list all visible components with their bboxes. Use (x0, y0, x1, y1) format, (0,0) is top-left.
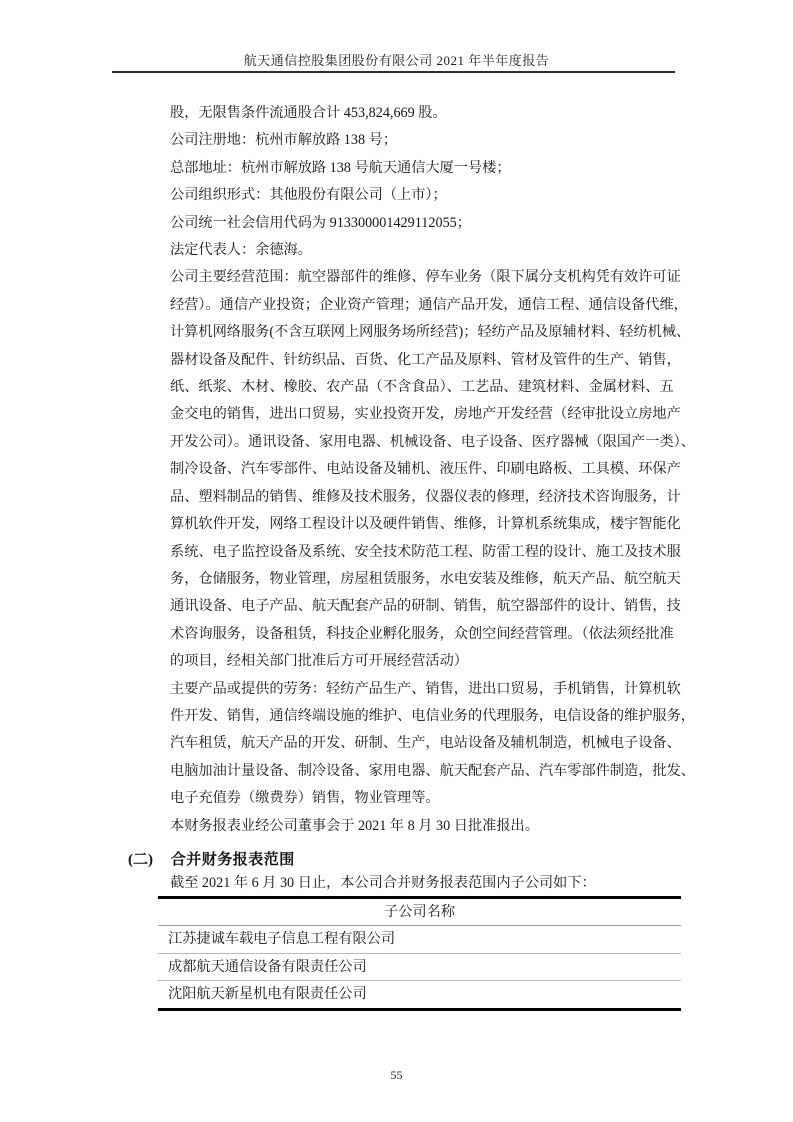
text-line: 器材设备及配件、针纺织品、百货、化工产品及原料、管材及管件的生产、销售， (170, 351, 681, 368)
table-row: 成都航天通信设备有限责任公司 (158, 954, 681, 982)
table-row: 江苏捷诚车载电子信息工程有限公司 (158, 926, 681, 954)
text-line: 金交电的销售，进出口贸易，实业投资开发，房地产开发经营（经审批设立房地产 (170, 406, 681, 423)
text-line: 品、塑料制品的销售、维修及技术服务，仪器仪表的修理，经济技术咨询服务，计 (170, 488, 681, 505)
table-intro-text: 截至 2021 年 6 月 30 日止，本公司合并财务报表范围内子公司如下： (170, 875, 596, 891)
text-line: 务，仓储服务，物业管理，房屋租赁服务，水电安装及维修，航天产品、航空航天 (170, 570, 681, 587)
subsidiaries-table (158, 896, 681, 1011)
section-title: 合并财务报表范围 (170, 852, 295, 868)
text-line: 本财务报表业经公司董事会于 2021 年 8 月 30 日批准报出。 (170, 817, 539, 834)
text-line: 公司主要经营范围：航空器部件的维修、停车业务（限下属分支机构凭有效许可证 (170, 269, 681, 286)
text-line: 总部地址：杭州市解放路 138 号航天通信大厦一号楼； (170, 159, 511, 176)
table-header-subsidiary-name: 子公司名称 (158, 899, 681, 926)
text-line: 法定代表人：余德海。 (170, 242, 312, 259)
text-line: 纸、纸浆、木材、橡胶、农产品（不含食品）、工艺品、建筑材料、金属材料、五 (170, 379, 674, 396)
text-line: 系统、电子监控设备及系统、安全技术防范工程、防雷工程的设计、施工及技术服 (170, 543, 681, 560)
page-header-title: 航天通信控股集团股份有限公司 2021 年半年度报告 (243, 53, 550, 68)
text-line: 公司统一社会信用代码为 913300001429112055； (170, 214, 471, 231)
text-line: 电脑加油计量设备、制冷设备、家用电器、航天配套产品、汽车零部件制造，批发、 (170, 762, 695, 779)
text-line: 公司组织形式：其他股份有限公司（上市）； (170, 187, 447, 204)
text-line: 主要产品或提供的劳务：轻纺产品生产、销售，进出口贸易，手机销售，计算机软 (170, 680, 681, 697)
text-line: 术咨询服务，设备租赁，科技企业孵化服务，众创空间经营管理。（依法须经批准 (170, 625, 674, 642)
table-row: 沈阳航天新星机电有限责任公司 (168, 986, 367, 1003)
text-line: 算机软件开发，网络工程设计以及硬件销售、维修，计算机系统集成，楼宇智能化 (170, 516, 681, 533)
table-rows-container (158, 926, 681, 1008)
text-line: 的项目，经相关部门批准后方可开展经营活动） (170, 653, 468, 670)
header-rule (112, 71, 675, 73)
document-body (170, 100, 695, 840)
section-heading (0, 847, 793, 874)
text-line: 通讯设备、电子产品、航天配套产品的研制、销售，航空器部件的设计、销售，技 (170, 598, 681, 615)
text-line: 股，无限售条件流通股合计 453,824,669 股。 (170, 105, 447, 121)
text-line: 经营）。通信产业投资；企业资产管理；通信产品开发，通信工程、通信设备代维， (170, 296, 688, 313)
page-number: 55 (390, 1068, 403, 1082)
text-line: 件开发、销售，通信终端设施的维护、电信业务的代理服务，电信设备的维护服务， (170, 707, 695, 724)
text-line: 制冷设备、汽车零部件、电站设备及辅机、液压件、印刷电路板、工具模、环保产 (170, 461, 681, 478)
text-line: 电子充值券（缴费券）销售，物业管理等。 (170, 790, 440, 807)
text-line: 公司注册地：杭州市解放路 138 号； (170, 132, 398, 149)
text-line: 开发公司）。通讯设备、家用电器、机械设备、电子设备、医疗器械（限国产一类）、 (170, 433, 695, 450)
text-line: 计算机网络服务(不含互联网上网服务场所经营)；轻纺产品及原辅材料、轻纺机械、 (170, 324, 691, 341)
text-line: 汽车租赁，航天产品的开发、研制、生产，电站设备及辅机制造，机械电子设备、 (170, 735, 681, 752)
section-number: (二) (128, 852, 153, 868)
